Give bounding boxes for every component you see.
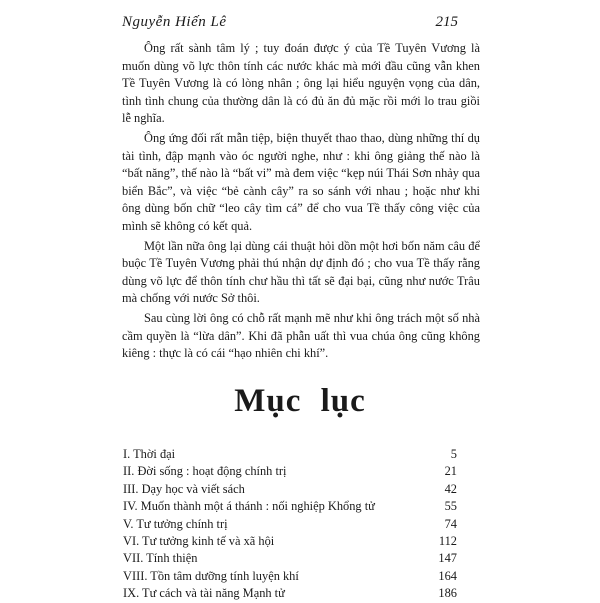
running-head-author: Nguyễn Hiến Lê [122,14,227,30]
paragraph: Một lần nữa ông lại dùng cái thuật hỏi dồn một hơi bốn năm câu để buộc Tề Tuyên Vương phải thú nhận dự định đó ; cho vua Tề thấy rằng dùng võ lực để thôn tính chư hầu thì tất sẽ đại bại, cũng như nước Trâu mà chống với nước Sở thôi. [122,238,480,306]
paragraph: Sau cùng lời ông có chỗ rất mạnh mẽ như khi ông trách một số nhà cầm quyền là “lừa dân”. Khi đã phẫn uất thì vua chúa ông cũng không kiêng : thực là có cái “hạo nhiên chi khí”. [122,310,480,361]
toc-entry-page: 112 [438,533,457,548]
toc-entry-page: 74 [444,516,457,531]
toc-entry-label: IV. Muốn thành một á thánh : nối nghiệp Khổng tử [123,499,375,514]
toc-entry[interactable] [123,568,483,585]
toc-entry[interactable] [123,550,483,567]
body-text [122,40,480,365]
toc-entry-page: 42 [444,481,457,496]
paragraph: Ông ứng đối rất mẫn tiệp, biện thuyết thao thao, dùng những thí dụ tài tình, đập mạnh vào óc người nghe, như : khi ông giảng thế nào là “bất năng”, thế nào là “bất vi” mà đem việc “kẹp núi Thái Sơn nhảy qua biển Bắc”, và việc “bẻ cành cây” ra so sánh với nhau ; hoặc như khi ông dùng bốn chữ “leo cây tìm cá” để cho vua Tề thấy công việc của mình sẽ không có kết quả. [122,130,480,233]
toc-entry-label: VII. Tính thiện [123,551,198,566]
toc-entry-page: 21 [444,464,457,479]
toc-entry-page: 5 [450,447,457,461]
toc-entry[interactable] [123,481,483,498]
toc-entry-label: VIII. Tồn tâm dưỡng tính luyện khí [123,568,299,583]
toc-entry-label: II. Đời sống : hoạt động chính trị [123,464,287,479]
toc-entry-label: IX. Tư cách và tài năng Mạnh tử [123,586,285,601]
toc-entry-page: 186 [438,586,457,601]
toc-entry[interactable] [123,516,483,533]
toc-entry-page: 164 [438,568,457,583]
toc-entry-label: I. Thời đại [123,447,176,461]
toc-entry-page: 55 [444,499,457,514]
toc-entry[interactable] [123,533,483,550]
toc-entry-page: 147 [438,551,457,566]
toc-entry-label: VI. Tư tưởng kinh tế và xã hội [123,533,275,548]
toc-title: Mục lục [234,383,366,419]
page-header [122,14,458,36]
page-number: 215 [435,14,458,30]
toc-entry-label: V. Tư tưởng chính trị [123,516,228,531]
paragraph: Ông rất sành tâm lý ; tuy đoán được ý của Tề Tuyên Vương là muốn dùng võ lực thôn tính các nước khác mà mới đầu cũng vẫn khen Tề Tuyên Vương là có lòng nhân ; ông lại hiểu nguyện vọng của dân, tình tình chung của thường dân là có đủ ăn đủ mặc rồi mới lo trau giồi lễ nghĩa. [122,41,480,126]
toc-entry[interactable] [123,498,483,515]
table-of-contents [123,446,483,603]
toc-entry[interactable] [123,446,483,463]
toc-entry-label: III. Dạy học và viết sách [123,481,245,496]
toc-entry[interactable] [123,463,483,480]
